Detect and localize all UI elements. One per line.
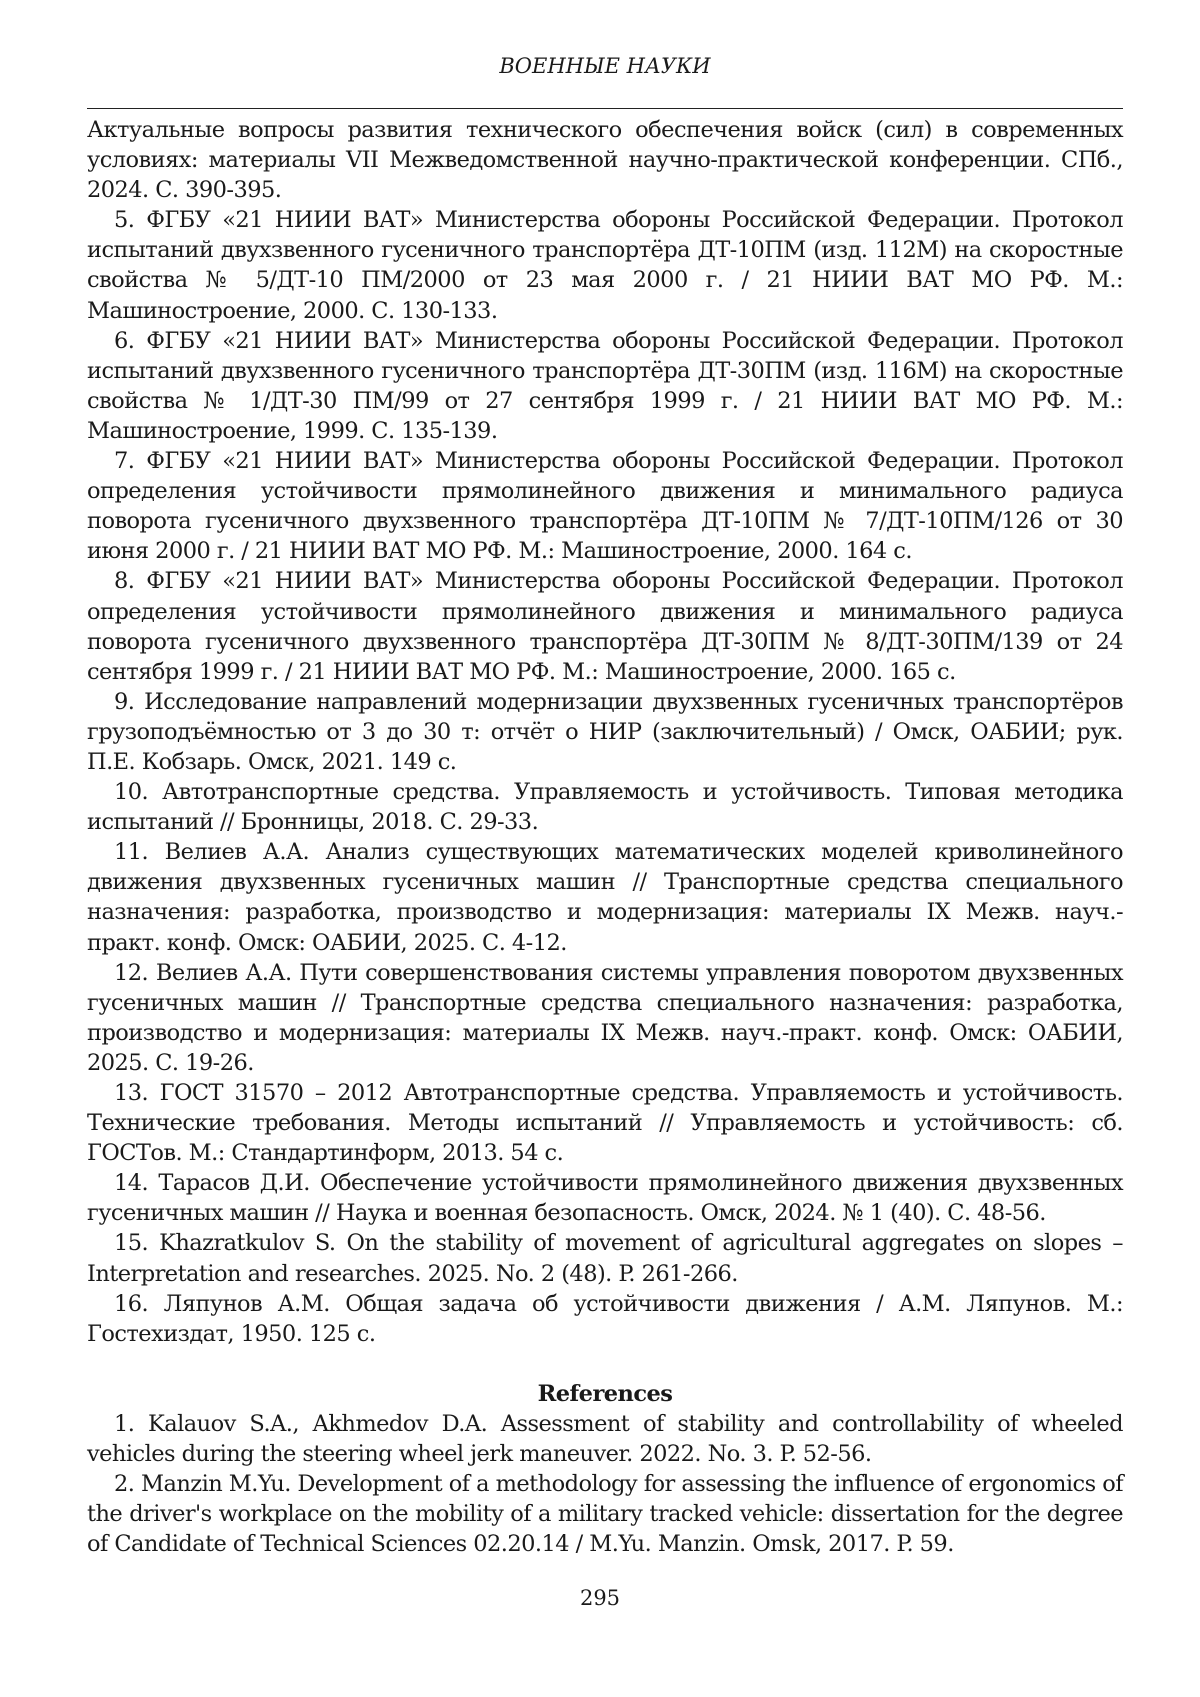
reference-item-9: 9. Исследование направлений модернизации двухзвенных гусеничных транспортёров грузоподъёмностью от 3 до 30 т: отчёт о НИР (заключительный) / Омск, ОАБИИ; рук. П.Е. Кобзарь. Омск, 2021. 149 с. bbox=[87, 688, 1123, 775]
reference-item-13: 13. ГОСТ 31570 – 2012 Автотранспортные средства. Управляемость и устойчивость. Технические требования. Методы испытаний // Управляемость и устойчивость: сб. ГОСТов. М.: Стандартинформ, 2013. 54 с. bbox=[87, 1080, 1123, 1167]
references-heading: References bbox=[537, 1380, 673, 1407]
reference-item-5: 5. ФГБУ «21 НИИИ ВАТ» Министерства обороны Российской Федерации. Протокол испытаний двухзвенного гусеничного транспортёра ДТ-10ПМ (изд. 112М) на скоростные свойства № 5/ДТ-10 ПМ/2000 от 23 мая 2000 г. / 21 НИИИ ВАТ МО РФ. М.: Машиностроение, 2000. С. 130-133. bbox=[87, 207, 1123, 324]
reference-item-6: 6. ФГБУ «21 НИИИ ВАТ» Министерства обороны Российской Федерации. Протокол испытаний двухзвенного гусеничного транспортёра ДТ-30ПМ (изд. 116М) на скоростные свойства № 1/ДТ-30 ПМ/99 от 27 сентября 1999 г. / 21 НИИИ ВАТ МО РФ. М.: Машиностроение, 1999. С. 135-139. bbox=[87, 327, 1123, 444]
page-number: 295 bbox=[579, 1586, 621, 1610]
reference-en-item-1: 1. Kalauov S.A., Akhmedov D.A. Assessment of stability and controllability of wheeled vehicles during the steering wheel jerk maneuver. 2022. No. 3. P. 52-56. bbox=[87, 1410, 1123, 1468]
reference-item-12: 12. Велиев А.А. Пути совершенствования системы управления поворотом двухзвенных гусеничных машин // Транспортные средства специального назначения: разработка, производство и модернизация: материалы IX Межв. науч.-практ. конф. Омск: ОАБИИ, 2025. С. 19-26. bbox=[87, 959, 1123, 1076]
page-content bbox=[87, 115, 1123, 1559]
reference-en-item-2: 2. Manzin M.Yu. Development of a methodology for assessing the influence of ergonomics of the driver's workplace on the mobility of a military tracked vehicle: dissertation for the degree of Candidate of Technical Sciences 02.20.14 / M.Yu. Manzin. Omsk, 2017. P. 59. bbox=[87, 1471, 1123, 1558]
reference-item-14: 14. Тарасов Д.И. Обеспечение устойчивости прямолинейного движения двухзвенных гусеничных машин // Наука и военная безопасность. Омск, 2024. № 1 (40). С. 48-56. bbox=[87, 1170, 1123, 1227]
reference-item-16: 16. Ляпунов А.М. Общая задача об устойчивости движения / А.М. Ляпунов. М.: Гостехиздат, 1950. 125 с. bbox=[87, 1290, 1123, 1347]
reference-item-15: 15. Khazratkulov S. On the stability of movement of agricultural aggregates on slopes – Interpretation and researches. 2025. No. 2 (48). P. 261-266. bbox=[87, 1230, 1123, 1287]
running-header: ВОЕННЫЕ НАУКИ bbox=[499, 54, 711, 78]
reference-item-8: 8. ФГБУ «21 НИИИ ВАТ» Министерства обороны Российской Федерации. Протокол определения устойчивости прямолинейного движения и минимального радиуса поворота гусеничного двухзвенного транспортёра ДТ-30ПМ № 8/ДТ-30ПМ/139 от 24 сентября 1999 г. / 21 НИИИ ВАТ МО РФ. М.: Машиностроение, 2000. 165 с. bbox=[87, 568, 1123, 685]
reference-item-11: 11. Велиев А.А. Анализ существующих математических моделей криволинейного движения двухзвенных гусеничных машин // Транспортные средства специального назначения: разработка, производство и модернизация: материалы IX Межв. науч.-практ. конф. Омск: ОАБИИ, 2025. С. 4-12. bbox=[87, 839, 1123, 956]
reference-item-10: 10. Автотранспортные средства. Управляемость и устойчивость. Типовая методика испытаний // Бронницы, 2018. С. 29-33. bbox=[87, 779, 1123, 836]
reference-item-7: 7. ФГБУ «21 НИИИ ВАТ» Министерства обороны Российской Федерации. Протокол определения устойчивости прямолинейного движения и минимального радиуса поворота гусеничного двухзвенного транспортёра ДТ-10ПМ № 7/ДТ-10ПМ/126 от 30 июня 2000 г. / 21 НИИИ ВАТ МО РФ. М.: Машиностроение, 2000. 164 с. bbox=[87, 448, 1123, 565]
reference-continuation: Актуальные вопросы развития технического обеспечения войск (сил) в современных условиях: материалы VII Межведомственной научно-практической конференции. СПб., 2024. С. 390-395. bbox=[87, 117, 1123, 204]
header-rule bbox=[87, 108, 1123, 109]
